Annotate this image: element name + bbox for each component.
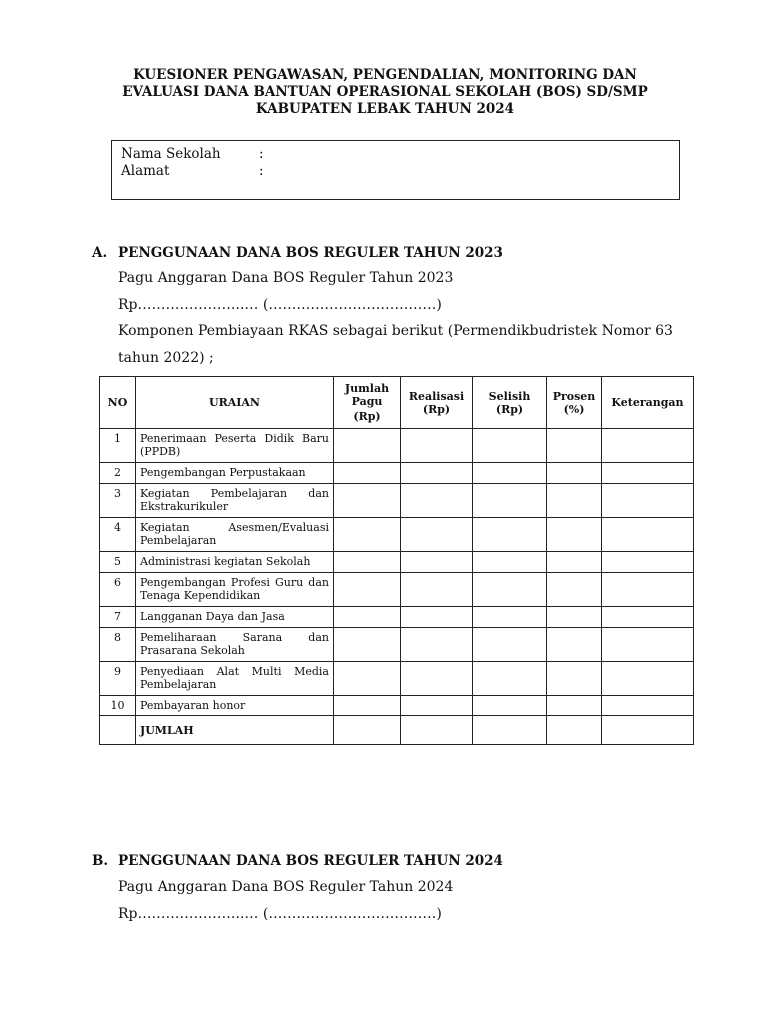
header-selisih [473,377,547,429]
cell-realisasi[interactable] [401,429,473,463]
table-row [100,662,694,696]
section-b-heading [92,853,503,869]
cell-realisasi[interactable] [401,518,473,552]
header-selisih-line-2: (Rp) [495,402,524,416]
cell-realisasi[interactable] [401,696,473,716]
row-no: 7 [100,607,136,628]
header-realisasi-line-2: (Rp) [422,402,451,416]
table-header-row [100,377,694,429]
cell-prosen[interactable] [547,463,602,484]
cell-pagu[interactable] [334,463,401,484]
table-row [100,463,694,484]
table-row [100,484,694,518]
title-line-3: KABUPATEN LEBAK TAHUN 2024 [255,101,515,117]
header-uraian: URAIAN [136,377,334,429]
address-label: Alamat [121,163,170,179]
cell-keterangan[interactable] [602,662,694,696]
total-selisih[interactable] [473,716,547,745]
cell-prosen[interactable] [547,518,602,552]
row-no: 9 [100,662,136,696]
row-no: 1 [100,429,136,463]
cell-keterangan[interactable] [602,429,694,463]
cell-pagu[interactable] [334,429,401,463]
header-prosen [547,377,602,429]
row-no: 8 [100,628,136,662]
header-jumlah-pagu [334,377,401,429]
cell-selisih[interactable] [473,463,547,484]
row-uraian: Penyediaan Alat Multi Media Pembelajaran [136,662,334,696]
section-a-rp-line: Rp…………………..… (………………………………) [118,297,442,313]
row-uraian: Pembayaran honor [136,696,334,716]
table-row [100,573,694,607]
cell-prosen[interactable] [547,573,602,607]
cell-selisih[interactable] [473,573,547,607]
cell-pagu[interactable] [334,696,401,716]
row-uraian: Penerimaan Peserta Didik Baru (PPDB) [136,429,334,463]
cell-prosen[interactable] [547,552,602,573]
cell-prosen[interactable] [547,662,602,696]
cell-keterangan[interactable] [602,628,694,662]
school-name-colon: : [259,146,264,162]
rkas-table [99,376,694,745]
row-no: 6 [100,573,136,607]
total-label: JUMLAH [136,716,334,745]
cell-prosen[interactable] [547,607,602,628]
document-title [80,67,690,118]
header-realisasi-line-1: Realisasi [408,389,465,403]
table-total-row [100,716,694,745]
cell-realisasi[interactable] [401,463,473,484]
cell-keterangan[interactable] [602,573,694,607]
row-uraian: Kegiatan Asesmen/Evaluasi Pembelajaran [136,518,334,552]
row-uraian: Kegiatan Pembelajaran dan Ekstrakurikuler [136,484,334,518]
row-uraian: Administrasi kegiatan Sekolah [136,552,334,573]
section-a-pagu-label: Pagu Anggaran Dana BOS Reguler Tahun 2023 [118,270,454,286]
row-uraian: Pengembangan Perpustakaan [136,463,334,484]
table-row [100,628,694,662]
cell-realisasi[interactable] [401,628,473,662]
cell-keterangan[interactable] [602,518,694,552]
cell-realisasi[interactable] [401,573,473,607]
section-b-rp-line: Rp…………………..… (………………………………) [118,906,442,922]
row-uraian: Pemeliharaan Sarana dan Prasarana Sekolah [136,628,334,662]
section-b-title: PENGGUNAAN DANA BOS REGULER TAHUN 2024 [118,853,503,869]
cell-keterangan[interactable] [602,484,694,518]
cell-realisasi[interactable] [401,552,473,573]
address-row [121,163,264,179]
cell-pagu[interactable] [334,607,401,628]
cell-keterangan[interactable] [602,552,694,573]
header-realisasi [401,377,473,429]
cell-pagu[interactable] [334,628,401,662]
cell-realisasi[interactable] [401,662,473,696]
section-a-komponen-line-2: tahun 2022) ; [118,350,214,366]
row-uraian: Pengembangan Profesi Guru dan Tenaga Kependidikan [136,573,334,607]
row-no: 10 [100,696,136,716]
address-colon: : [259,163,264,179]
cell-prosen[interactable] [547,628,602,662]
total-pagu[interactable] [334,716,401,745]
section-a-letter: A. [92,245,108,261]
cell-selisih[interactable] [473,429,547,463]
row-no: 4 [100,518,136,552]
section-a-title: PENGGUNAAN DANA BOS REGULER TAHUN 2023 [118,245,503,261]
table-row [100,607,694,628]
cell-pagu[interactable] [334,573,401,607]
cell-pagu[interactable] [334,518,401,552]
cell-pagu[interactable] [334,484,401,518]
cell-keterangan[interactable] [602,607,694,628]
school-name-label: Nama Sekolah [121,146,221,162]
total-prosen[interactable] [547,716,602,745]
school-identity-box [111,140,680,200]
cell-keterangan[interactable] [602,696,694,716]
total-keterangan[interactable] [602,716,694,745]
table-row [100,696,694,716]
section-a-komponen-line-1: Komponen Pembiayaan RKAS sebagai berikut (Permendikbudristek Nomor 63 [118,323,673,339]
cell-prosen[interactable] [547,429,602,463]
cell-selisih[interactable] [473,628,547,662]
header-selisih-line-1: Selisih [488,389,531,403]
header-prosen-line-2: (%) [563,402,585,416]
header-pagu-line-1: Jumlah [344,382,390,395]
row-no: 5 [100,552,136,573]
header-no: NO [100,377,136,429]
cell-realisasi[interactable] [401,607,473,628]
header-pagu-line-2: Pagu [351,395,383,408]
section-b-letter: B. [92,853,109,869]
table-row [100,552,694,573]
school-name-row [121,146,264,162]
section-a-heading [92,245,503,261]
title-line-2: EVALUASI DANA BANTUAN OPERASIONAL SEKOLAH (BOS) SD/SMP [122,84,648,100]
cell-selisih[interactable] [473,662,547,696]
table-row [100,518,694,552]
cell-pagu[interactable] [334,552,401,573]
title-line-1: KUESIONER PENGAWASAN, PENGENDALIAN, MONITORING DAN [133,67,637,83]
cell-selisih[interactable] [473,518,547,552]
total-realisasi[interactable] [401,716,473,745]
cell-prosen[interactable] [547,484,602,518]
header-prosen-line-1: Prosen [552,389,596,403]
cell-realisasi[interactable] [401,484,473,518]
total-no-cell [100,716,136,745]
cell-selisih[interactable] [473,607,547,628]
header-keterangan: Keterangan [602,377,694,429]
header-pagu-line-3: (Rp) [353,410,381,423]
table-row [100,429,694,463]
cell-keterangan[interactable] [602,463,694,484]
row-no: 2 [100,463,136,484]
cell-pagu[interactable] [334,662,401,696]
cell-selisih[interactable] [473,696,547,716]
section-b-pagu-label: Pagu Anggaran Dana BOS Reguler Tahun 2024 [118,879,454,895]
cell-selisih[interactable] [473,552,547,573]
cell-selisih[interactable] [473,484,547,518]
row-no: 3 [100,484,136,518]
row-uraian: Langganan Daya dan Jasa [136,607,334,628]
cell-prosen[interactable] [547,696,602,716]
